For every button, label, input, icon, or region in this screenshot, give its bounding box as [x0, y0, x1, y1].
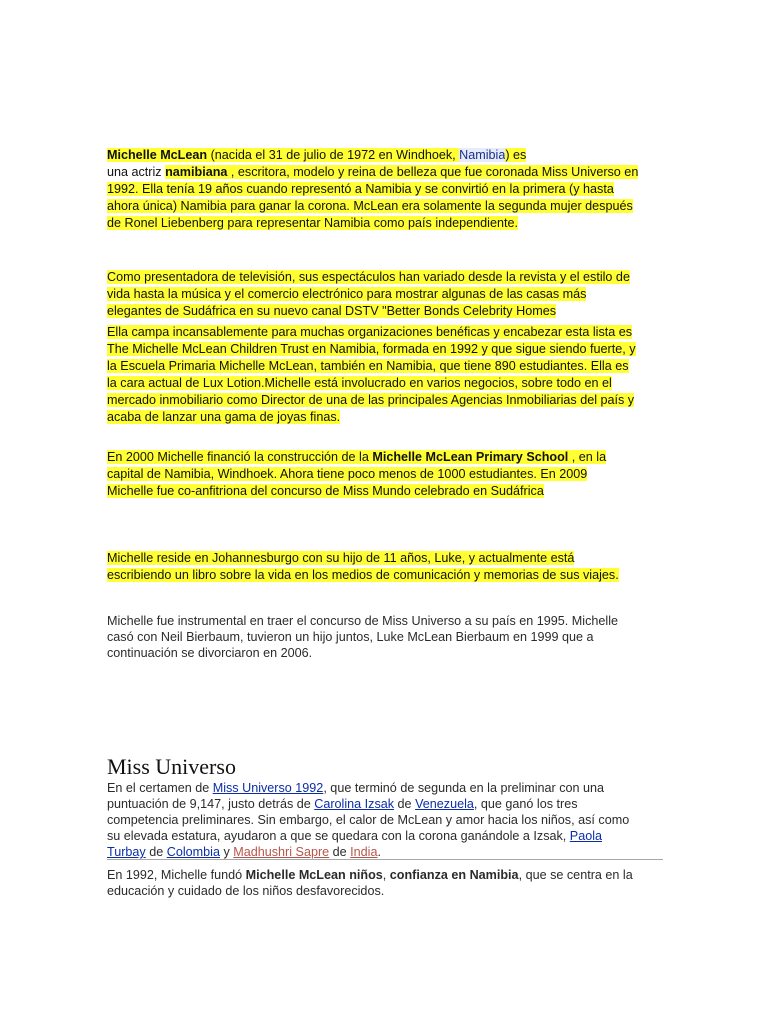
carolina-izsak-link[interactable]: Carolina Izsak [314, 797, 395, 811]
india-link[interactable]: India [350, 845, 378, 859]
intro-paragraph: Michelle McLean (nacida el 31 de julio de 1972 en Windhoek, Namibia) es una actriz namibiana , escritora, modelo y reina de belleza que fue coronada Miss Universo en 1992. Ella tenía 19 años cuando representó a Namibia y se convirtió en la primera (y hasta ahora única) Namibia para ganar la corona. McLean era solamente la segunda mujer después de Ronel Liebenberg para representar Namibia como país independiente. [107, 148, 639, 230]
residence-paragraph: Michelle reside en Johannesburgo con su hijo de 11 años, Luke, y actualmente está escribiendo un libro sobre la vida en los medios de comunicación y memorias de sus viajes. [107, 551, 619, 582]
charity-paragraph: Ella campa incansablemente para muchas organizaciones benéficas y encabezar esta lista es The Michelle McLean Children Trust en Namibia, formada en 1992 y que sigue siendo fuerte, y la Escuela Primaria Michelle McLean, también en Namibia, que tiene 890 estudiantes. Ella es la cara actual de Lux Lotion.Michelle está involucrado en varios negocios, sobre todo en el mercado inmobiliario como Director de una de las principales Agencias Inmobiliarias del país y acaba de lanzar una gama de joyas finas. [107, 325, 636, 424]
school-paragraph: En 2000 Michelle financió la construcción de la Michelle McLean Primary School , en la capital de Namibia, Windhoek. Ahora tiene poco menos de 1000 estudiantes. En 2009 Michelle fue co-anfitriona del concurso de Miss Mundo celebrado en Sudáfrica [107, 450, 607, 498]
television-paragraph: Como presentadora de televisión, sus espectáculos han variado desde la revista y el estilo de vida hasta la música y el comercio electrónico para mostrar algunas de las casas más elegantes de Sudáfrica en su nuevo canal DSTV "Better Bonds Celebrity Homes [107, 270, 630, 318]
paola-turbay-link-cont[interactable]: Turbay [107, 845, 146, 859]
marriage-paragraph: Michelle fue instrumental en traer el concurso de Miss Universo a su país en 1995. Michelle casó con Neil Bierbaum, tuvieron un hijo juntos, Luke McLean Bierbaum en 1999 que a continuación se divorciaron en 2006. [107, 614, 618, 660]
madhushri-sapre-link[interactable]: Madhushri Sapre [233, 845, 330, 859]
section-divider [107, 859, 663, 860]
foundation-paragraph: En 1992, Michelle fundó Michelle McLean niños, confianza en Namibia, que se centra en la educación y cuidado de los niños desfavorecidos. [107, 868, 633, 898]
school-name: Michelle McLean Primary School [372, 450, 569, 464]
namibia-link[interactable]: Namibia [459, 148, 506, 162]
section-heading: Miss Universo [107, 754, 236, 779]
paola-turbay-link[interactable]: Paola [569, 829, 603, 843]
pageant-paragraph: En el certamen de Miss Universo 1992, que terminó de segunda en la preliminar con una puntuación de 9,147, justo detrás de Carolina Izsak de Venezuela, que ganó los tres competencia preliminares. Sin embargo, el calor de McLean y amor hacia los niños, así como su elevada estatura, ayudaron a que se quedara con la corona ganándole a Izsak, Paola Turbay de Colombia y Madhushri Sapre de India. [107, 781, 630, 859]
subject-name: Michelle McLean [107, 148, 208, 162]
venezuela-link[interactable]: Venezuela [415, 797, 474, 811]
colombia-link[interactable]: Colombia [166, 845, 220, 859]
miss-universo-1992-link[interactable]: Miss Universo 1992 [212, 781, 324, 795]
